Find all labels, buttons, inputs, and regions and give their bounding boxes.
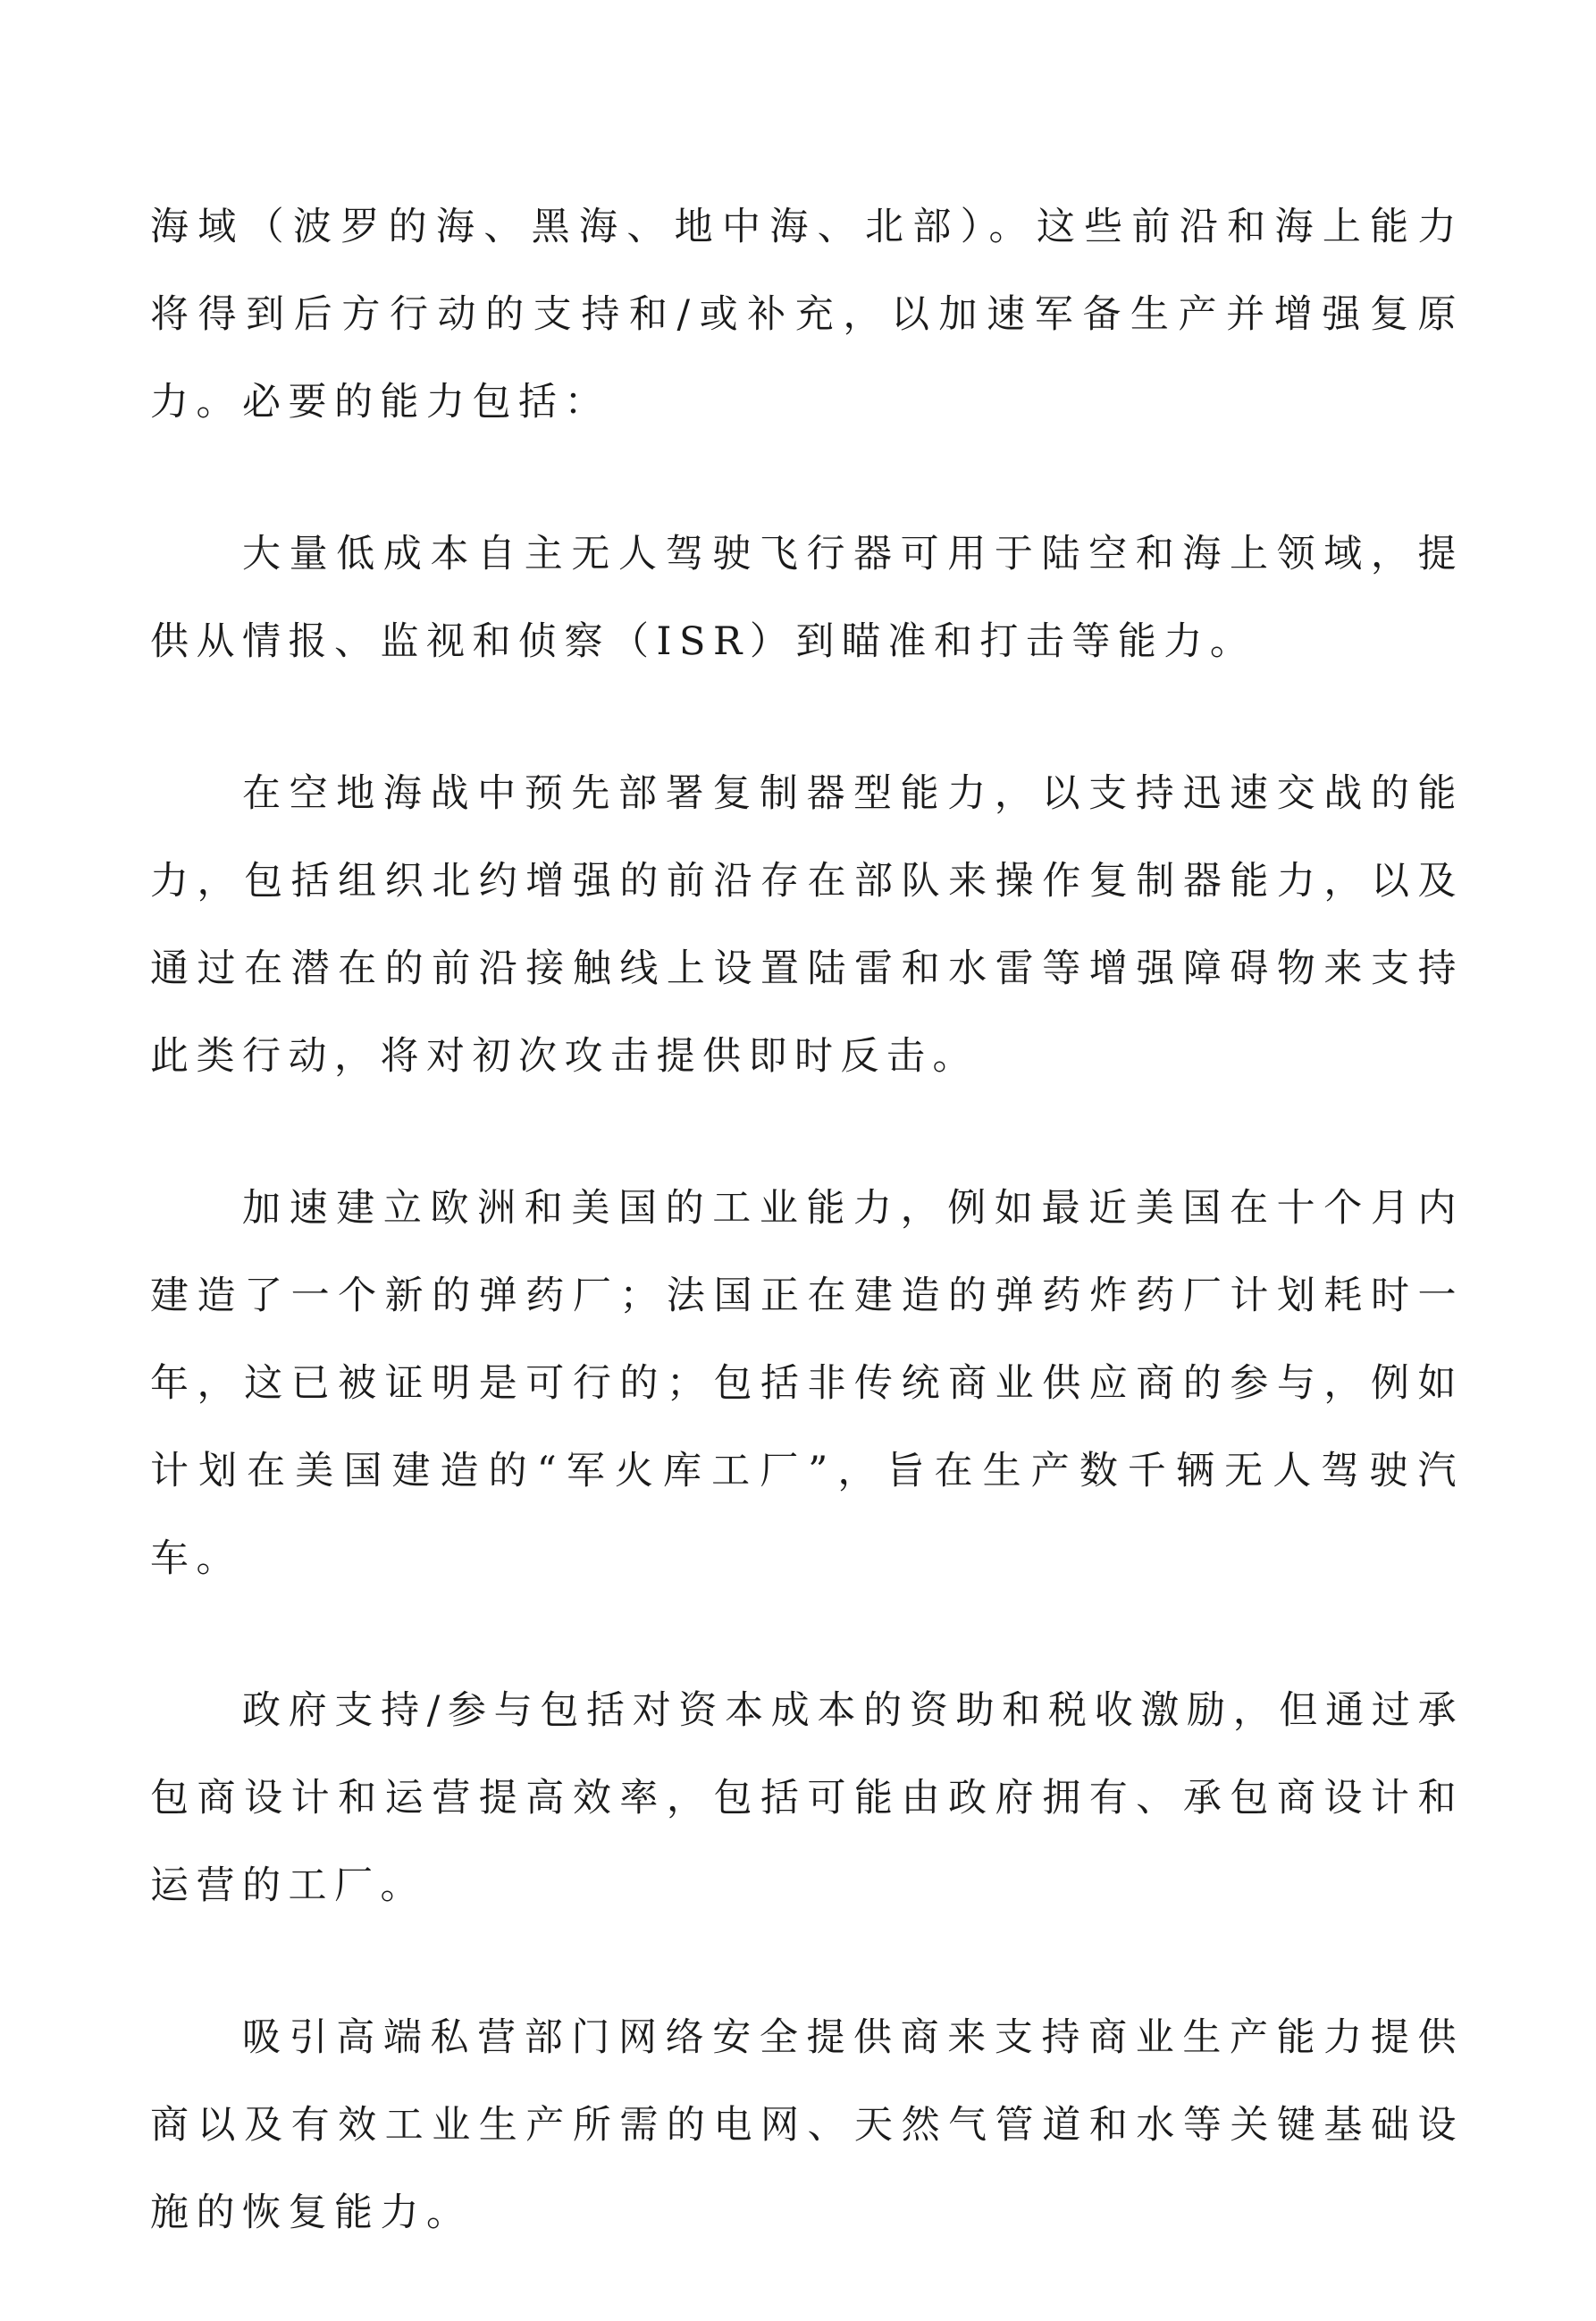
- paragraph-government-support: 政府支持/参与包括对资本成本的资助和税收激励，但通过承包商设计和运营提高效率，包括可能由政府拥有、承包商设计和运营的工厂。: [150, 1688, 1464, 1908]
- document-body: [150, 183, 1464, 2321]
- paragraph-uav-capability: 大量低成本自主无人驾驶飞行器可用于陆空和海上领域，提供从情报、监视和侦察（ISR）到瞄准和打击等能力。: [150, 532, 1464, 664]
- paragraph-continuation: 海域（波罗的海、黑海、地中海、北部）。这些前沿和海上能力将得到后方行动的支持和/或补充，以加速军备生产并增强复原力。必要的能力包括：: [150, 205, 1464, 425]
- paragraph-cybersecurity-resilience: 吸引高端私营部门网络安全提供商来支持商业生产能力提供商以及有效工业生产所需的电网、天然气管道和水等关键基础设施的恢复能力。: [150, 2015, 1464, 2235]
- paragraph-industrial-capacity: 加速建立欧洲和美国的工业能力，例如最近美国在十个月内建造了一个新的弹药厂；法国正在建造的弹药炸药厂计划耗时一年，这已被证明是可行的；包括非传统商业供应商的参与，例如计划在美国建造的“军火库工厂”，旨在生产数千辆无人驾驶汽车。: [150, 1186, 1464, 1581]
- paragraph-replicator-deployment: 在空地海战中预先部署复制器型能力，以支持迅速交战的能力，包括组织北约增强的前沿存在部队来操作复制器能力，以及通过在潜在的前沿接触线上设置陆雷和水雷等增强障碍物来支持此类行动，将对初次攻击提供即时反击。: [150, 771, 1464, 1079]
